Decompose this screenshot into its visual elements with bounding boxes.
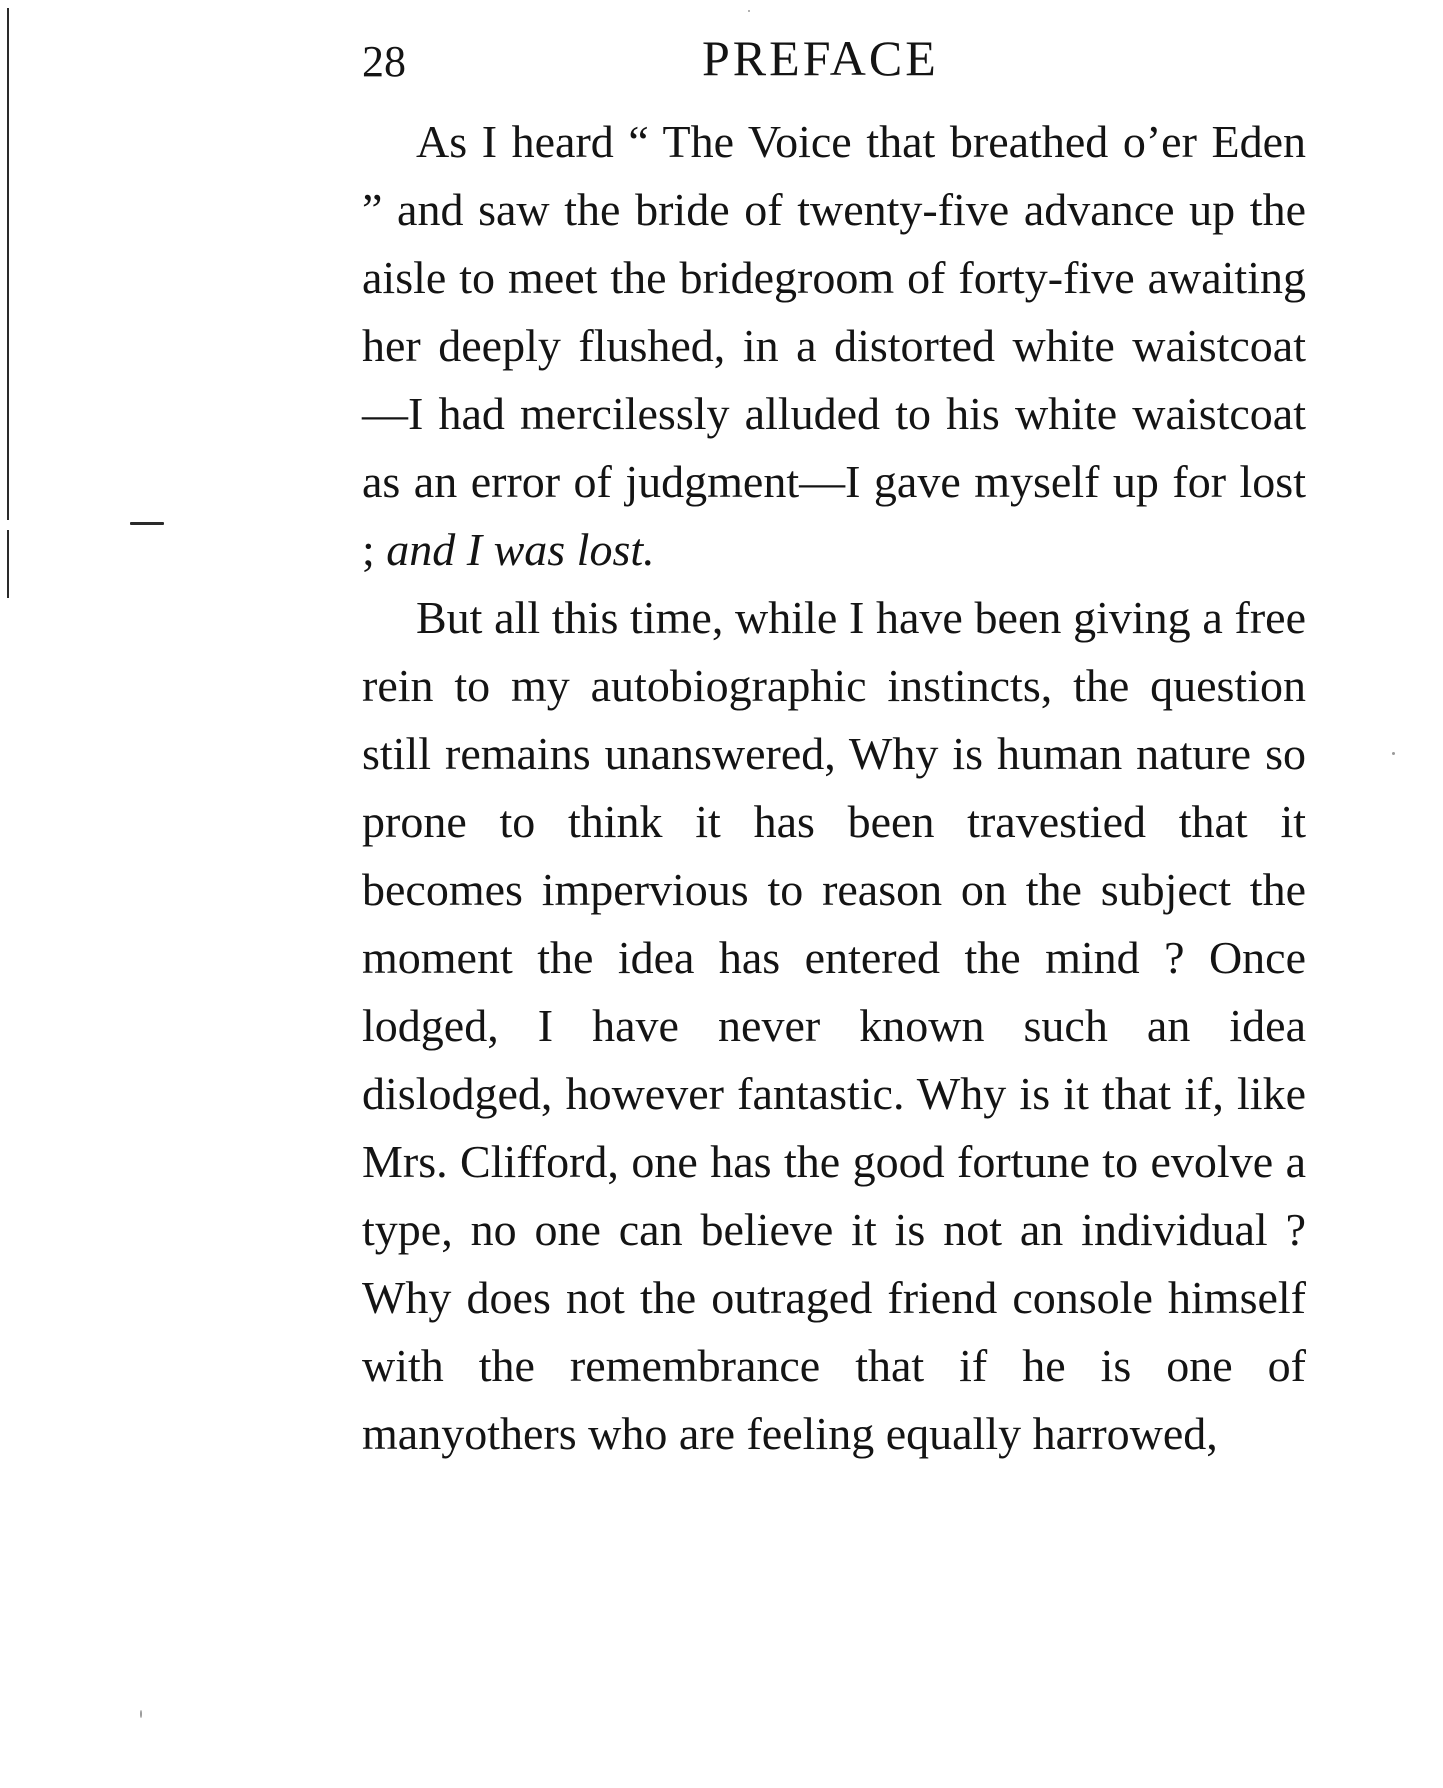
paragraph-1 bbox=[362, 108, 1306, 584]
body-text bbox=[362, 108, 1306, 1468]
paragraph-2 bbox=[362, 584, 1306, 1468]
paragraph-1-text: As I heard “ The Voice that breathed o’er Eden ” and saw the bride of twenty-five advance up the aisle to meet the bridegroom of forty-five awaiting her deeply flushed, in a distorted white waistcoat—I had mercilessly alluded to his white waistcoat as an error of judgment—I gave myself up for lost ; bbox=[362, 116, 1306, 575]
page-number: 28 bbox=[362, 37, 406, 86]
page-edge-gap bbox=[6, 520, 10, 530]
page-title: PREFACE bbox=[702, 30, 939, 86]
page-edge-line bbox=[7, 8, 9, 598]
paragraph-1-italic-text: and I was lost. bbox=[386, 524, 655, 575]
paragraph-2-text: But all this time, while I have been giving a free rein to my autobiographic instincts, the question still remains unanswered, Why is human nature so prone to think it has been travestied that it becomes impervious to reason on the subject the moment the idea has entered the mind ? Once lodged, I have never known such an idea dislodged, however fantastic. Why is it that if, like Mrs. Clifford, one has the good fortune to evolve a type, no one can believe it is not an individual ? Why does not the outraged friend console himself with the remembrance that if he is one of manyothers who are feeling equally harrowed, bbox=[362, 592, 1306, 1459]
speck bbox=[140, 1710, 142, 1718]
speck bbox=[1392, 752, 1395, 755]
running-head bbox=[362, 28, 1306, 88]
margin-mark bbox=[130, 522, 164, 525]
speck bbox=[748, 10, 750, 12]
